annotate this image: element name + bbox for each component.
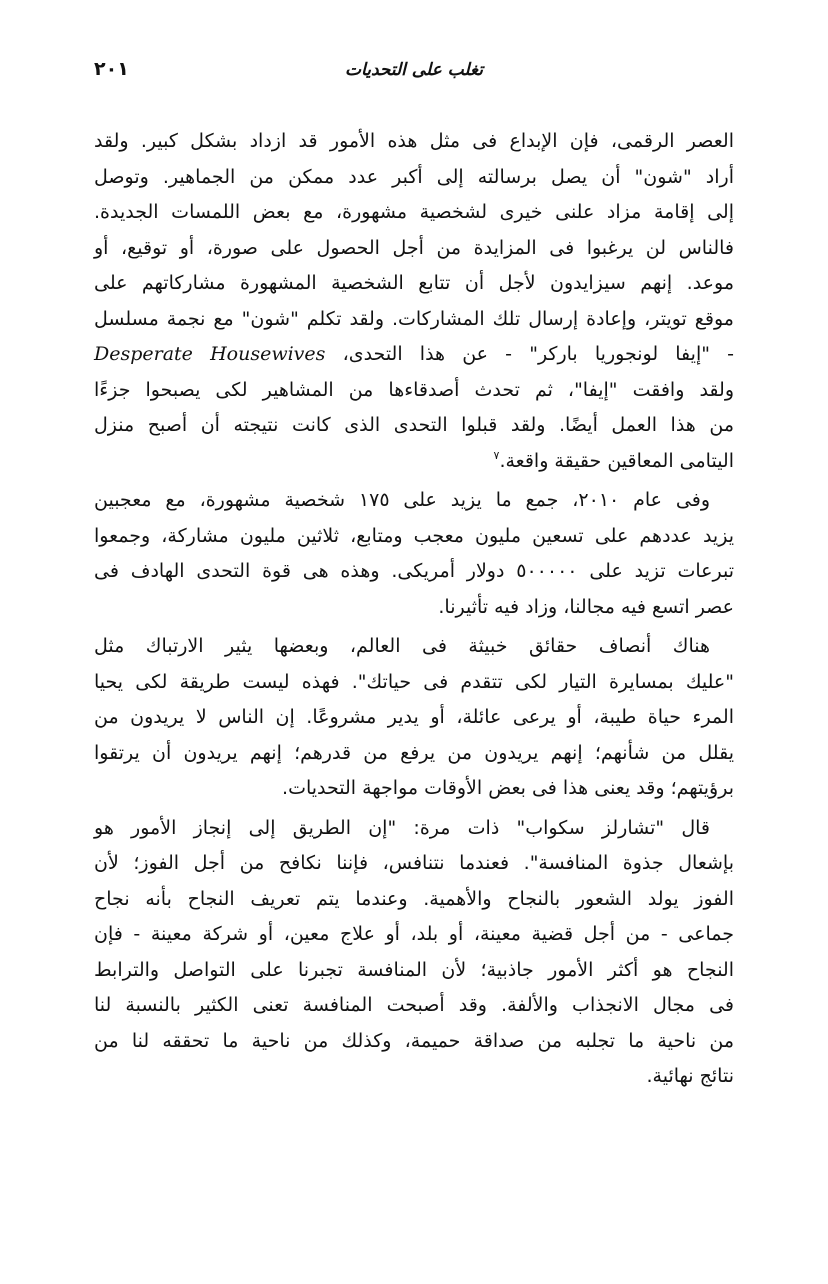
text-line: أراد "شون" أن يصل برسالته إلى أكبر عدد ممكن من الجماهير. وتوصل xyxy=(94,165,734,188)
text-line-last: عصر اتسع فيه مجالنا، وزاد فيه تأثيرنا. xyxy=(438,595,734,618)
running-title: تغلب على التحديات xyxy=(345,60,483,80)
text-line-last: نتائج نهائية. xyxy=(646,1065,734,1087)
english-title: Desperate Housewives xyxy=(94,343,326,365)
text-line: جماعى - من أجل قضية معينة، أو بلد، أو علاج معين، أو شركة معينة - فإن xyxy=(94,923,734,945)
text-line: بإشعال جذوة المنافسة". فعندما نتنافس، فإننا نكافح من أجل الفوز؛ لأن xyxy=(94,852,734,874)
text-line: يزيد عددهم على تسعين مليون معجب ومتابع، ثلاثين مليون مشاركة، وجمعوا xyxy=(94,524,734,547)
text-line: قال "تشارلز سكواب" ذات مرة: "إن الطريق إلى إنجاز الأمور هو xyxy=(94,816,710,839)
text-line: يقلل من شأنهم؛ إنهم يريدون من يرفع من قدرهم؛ إنهم يريدون أن يرتقوا xyxy=(94,741,734,764)
text-line-last: برؤيتهم؛ وقد يعنى هذا فى بعض الأوقات مواجهة التحديات. xyxy=(282,777,734,799)
text-line: الفوز يولد الشعور بالنجاح والأهمية. وعندما يتم تعريف النجاح بأنه نجاح xyxy=(94,887,734,910)
text-line: فى مجال الانجذاب والألفة. وقد أصبحت المنافسة تعنى الكثير بالنسبة لنا xyxy=(94,994,734,1016)
text-line: "عليك بمسايرة التيار لكى تتقدم فى حياتك". فهذه ليست طريقة لكى يحيا xyxy=(94,670,734,693)
text-line: العصر الرقمى، فإن الإبداع فى مثل هذه الأمور قد ازداد بشكل كبير. ولقد xyxy=(94,130,734,152)
text-line: من ناحية ما تجلبه من صداقة حميمة، وكذلك من ناحية ما تحققه لنا من xyxy=(94,1029,734,1052)
page-header xyxy=(80,58,748,88)
text-line-last xyxy=(94,444,734,480)
page-number: ٢٠١ xyxy=(94,58,129,80)
text-line: موعد. إنهم سيزايدون لأجل أن تتابع الشخصية المشهورة مشاركاتهم على xyxy=(94,272,734,294)
text-line: وفى عام ٢٠١٠، جمع ما يزيد على ١٧٥ شخصية مشهورة، مع معجبين xyxy=(94,489,711,511)
text-line: موقع تويتر، وإعادة إرسال تلك المشاركات. ولقد تكلم "شون" مع نجمة مسلسل xyxy=(94,307,734,330)
body-text xyxy=(94,124,734,1095)
text-line: من هذا العمل أيضًا. ولقد قبلوا التحدى الذى كانت نتيجته أن أصبح منزل xyxy=(94,414,734,436)
text-line: هناك أنصاف حقائق خبيثة فى العالم، وبعضها يثير الارتباك مثل xyxy=(94,635,710,657)
text-line: المرء حياة طيبة، أو يرعى عائلة، أو يدير مشروعًا. إن الناس لا يريدون من xyxy=(94,706,734,728)
text-line-with-english-title xyxy=(94,337,734,373)
text-line: النجاح هو أكثر الأمور جاذبية؛ لأن المنافسة تجبرنا على التواصل والترابط xyxy=(94,958,734,981)
text-line-with-footnote xyxy=(94,554,734,590)
text-line: فالناس لن يرغبوا فى المزايدة من أجل الحصول على صورة، أو توقيع، أو xyxy=(94,236,734,259)
footnote-reference: ٧ xyxy=(493,448,500,462)
text-fragment: تبرعات تزيد على ٥٠٠٠٠٠ دولار أمريكى. وهذه هى قوة التحدى الهادف فى xyxy=(94,560,734,582)
text-line: إلى إقامة مزاد علنى خيرى لشخصية مشهورة، مع بعض اللمسات الجديدة. xyxy=(94,201,734,223)
text-fragment: اليتامى المعاقين حقيقة واقعة. xyxy=(499,449,734,472)
text-fragment: - "إيفا لونجوريا باركر" - عن هذا التحدى، xyxy=(342,343,734,365)
text-line: ولقد وافقت "إيفا"، ثم تحدث أصدقاءها من المشاهير لكى يصبحوا جزءًا xyxy=(94,378,734,401)
